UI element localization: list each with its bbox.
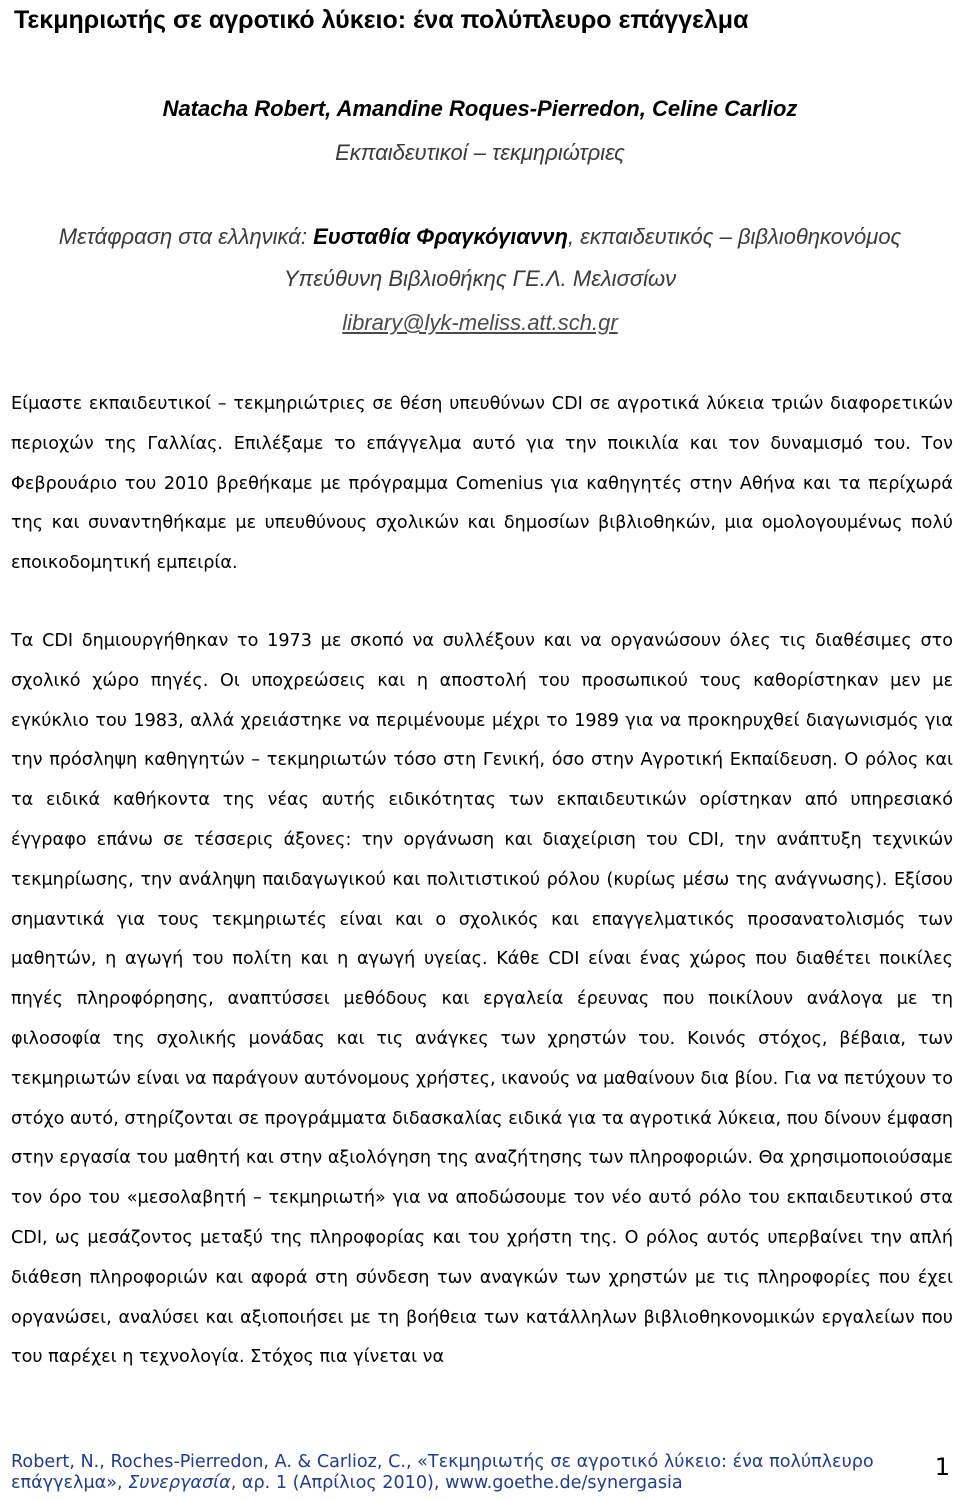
authors-line: Natacha Robert, Amandine Roques-Pierredon, Celine Carlioz (162, 96, 798, 121)
translator-name: Ευσταθία Φραγκόγιαννη (313, 224, 568, 249)
citation-end: , αρ. 1 (Απρίλιος 2010), www.goethe.de/synergasia (230, 1473, 683, 1493)
page-number: 1 (934, 1453, 950, 1481)
translation-line (0, 222, 960, 252)
translator-affiliation: Υπεύθυνη Βιβλιοθήκης ΓΕ.Λ. Μελισσίων (283, 266, 677, 291)
document-title: Τεκμηριωτής σε αγροτικό λύκειο: ένα πολύπλευρο επάγγελμα (14, 6, 749, 34)
translator-role: , εκπαιδευτικός – βιβλιοθηκονόμος (567, 224, 902, 249)
email-link[interactable]: library@lyk-meliss.att.sch.gr (342, 310, 618, 335)
journal-name: Συνεργασία (128, 1473, 231, 1493)
translation-prefix: Μετάφραση στα ελληνικά: (58, 224, 314, 249)
paragraph-cdi-history: Τα CDI δημιουργήθηκαν το 1973 με σκοπό να συλλέξουν και να οργανώσουν όλες τις διαθέσιμες στο σχολικό χώρο πηγές. Οι υποχρεώσεις και η αποστολή του προσωπικού τους καθορίστηκαν μεν με εγκύκλιο του 1983, αλλά χρειάστηκε να περιμένουμε μέχρι το 1989 για να προκηρυχθεί διαγωνισμός για την πρόσληψη καθηγητών – τεκμηριωτών τόσο στη Γενική, όσο στην Αγροτική Εκπαίδευση. Ο ρόλος και τα ειδικά καθήκοντα της νέας αυτής ειδικότητας των εκπαιδευτικών ορίστηκαν από υπηρεσιακό έγγραφο επάνω σε τέσσερις άξονες: την οργάνωση και διαχείριση του CDI, την ανάπτυξη τεχνικών τεκμηρίωσης, την ανάληψη παιδαγωγικού και πολιτιστικού ρόλου (κυρίως μέσω της ανάγνωσης). Εξίσου σημαντικά για τους τεκμηριωτές είναι και ο σχολικός και επαγγελματικός προσανατολισμός των μαθητών, η αγωγή του πολίτη και η αγωγή υγείας. Κάθε CDI είναι ένας χώρος που διαθέτει ποικίλες πηγές πληροφόρησης, αναπτύσσει μεθόδους και εργαλεία έρευνας που ποικίλουν ανάλογα με τη φιλοσοφία της σχολικής μονάδας και τις ανάγκες των χρηστών του. Κοινός στόχος, βέβαια, των τεκμηριωτών είναι να παράγουν αυτόνομους χρήστες, ικανούς να μαθαίνουν δια βίου. Για να πετύχουν το στόχο αυτό, στηρίζονται σε προγράμματα διδασκαλίας ειδικά για τα αγροτικά λύκεια, που δίνουν έμφαση στην εργασία του μαθητή και στην αξιολόγηση της αναζήτησης των πληροφοριών. Θα χρησιμοποιούσαμε τον όρο του «μεσολαβητή – τεκμηριωτή» για να αποδώσουμε τον νέο αυτό ρόλο του εκπαιδευτικού στα CDI, ως μεσάζοντος μεταξύ της πληροφορίας και του χρήστη της. Ο ρόλος αυτός υπερβαίνει την απλή διάθεση πληροφοριών και αφορά στη σύνδεση των αναγκών των χρηστών με τις πληροφορίες που έχει οργανώσει, αναλύσει και αξιοποιήσει με τη βοήθεια των κατάλληλων βιβλιοθηκονομικών εργαλείων που του παρέχει η τεχνολογία. Στόχος πια γίνεται να (11, 631, 953, 1368)
citation-start: Robert, N., Roches-Pierredon, A. & Carlioz, C., «Τεκμηριωτής σε αγροτικό λύκειο: ένα πολύπλευρο επάγγελμα», (11, 1452, 874, 1493)
email-line (0, 308, 960, 338)
footer-citation (11, 1452, 911, 1494)
paragraph-intro: Είμαστε εκπαιδευτικοί – τεκμηριώτριες σε θέση υπευθύνων CDI σε αγροτικά λύκεια τριών διαφορετικών περιοχών της Γαλλίας. Επιλέξαμε το επάγγελμα αυτό για την ποικιλία και τον δυναμισμό του. Τον Φεβρουάριο του 2010 βρεθήκαμε με πρόγραμμα Comenius για καθηγητές στην Αθήνα και τα περίχωρά της και συναντηθήκαμε με υπευθύνους σχολικών και δημοσίων βιβλιοθηκών, μια ομολογουμένως πολύ εποικοδομητική εμπειρία. (11, 394, 953, 574)
author-roles: Εκπαιδευτικοί – τεκμηριώτριες (335, 140, 625, 165)
